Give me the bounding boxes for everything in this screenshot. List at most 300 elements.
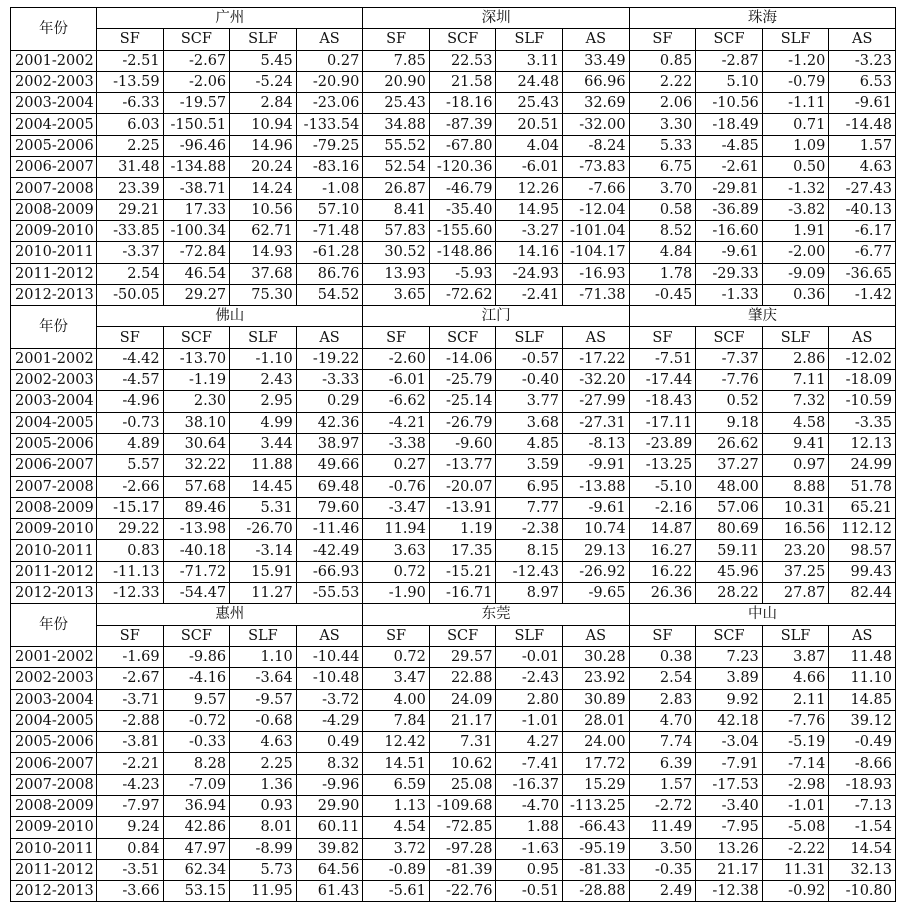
value-cell: 9.41 — [762, 433, 829, 454]
value-cell: 32.13 — [829, 859, 896, 880]
value-cell: -12.43 — [496, 561, 563, 582]
value-cell: 30.89 — [563, 689, 630, 710]
table-row — [11, 263, 896, 284]
value-cell: -3.23 — [829, 50, 896, 71]
year-cell: 2005-2006 — [11, 433, 97, 454]
city-header-row — [11, 604, 896, 625]
year-cell: 2002-2003 — [11, 668, 97, 689]
year-cell: 2011-2012 — [11, 561, 97, 582]
value-cell: 48.00 — [696, 476, 763, 497]
value-cell: 0.93 — [230, 795, 297, 816]
value-cell: -1.90 — [363, 583, 430, 604]
value-cell: -6.01 — [363, 370, 430, 391]
metric-header: SCF — [163, 327, 230, 348]
value-cell: -32.00 — [563, 114, 630, 135]
city-header: 珠海 — [629, 8, 895, 29]
city-growth-table — [10, 7, 896, 902]
value-cell: -96.46 — [163, 135, 230, 156]
table-row — [11, 519, 896, 540]
value-cell: 62.71 — [230, 220, 297, 241]
value-cell: -7.51 — [629, 348, 696, 369]
metric-header: SF — [629, 625, 696, 646]
value-cell: -13.77 — [429, 455, 496, 476]
value-cell: 82.44 — [829, 583, 896, 604]
value-cell: -4.85 — [696, 135, 763, 156]
value-cell: -13.98 — [163, 519, 230, 540]
value-cell: -14.48 — [829, 114, 896, 135]
value-cell: 22.88 — [429, 668, 496, 689]
value-cell: -8.24 — [563, 135, 630, 156]
value-cell: 6.39 — [629, 753, 696, 774]
value-cell: -3.04 — [696, 732, 763, 753]
year-cell: 2007-2008 — [11, 476, 97, 497]
value-cell: 14.24 — [230, 178, 297, 199]
table-row — [11, 668, 896, 689]
value-cell: 39.12 — [829, 710, 896, 731]
value-cell: -100.34 — [163, 220, 230, 241]
year-column-header: 年份 — [11, 604, 97, 647]
value-cell: 64.56 — [296, 859, 363, 880]
value-cell: -133.54 — [296, 114, 363, 135]
value-cell: 9.18 — [696, 412, 763, 433]
value-cell: 59.11 — [696, 540, 763, 561]
value-cell: 10.94 — [230, 114, 297, 135]
value-cell: -12.02 — [829, 348, 896, 369]
value-cell: -16.71 — [429, 583, 496, 604]
value-cell: -9.91 — [563, 455, 630, 476]
value-cell: 23.39 — [97, 178, 164, 199]
value-cell: 3.72 — [363, 838, 430, 859]
value-cell: -29.33 — [696, 263, 763, 284]
value-cell: 25.08 — [429, 774, 496, 795]
table-row — [11, 157, 896, 178]
table-row — [11, 242, 896, 263]
value-cell: 51.78 — [829, 476, 896, 497]
value-cell: -35.40 — [429, 199, 496, 220]
value-cell: 11.27 — [230, 583, 297, 604]
metric-header: SCF — [696, 29, 763, 50]
value-cell: 3.30 — [629, 114, 696, 135]
value-cell: -2.67 — [163, 50, 230, 71]
value-cell: -40.18 — [163, 540, 230, 561]
value-cell: 2.84 — [230, 93, 297, 114]
value-cell: -32.20 — [563, 370, 630, 391]
value-cell: -3.51 — [97, 859, 164, 880]
value-cell: -1.32 — [762, 178, 829, 199]
value-cell: -6.62 — [363, 391, 430, 412]
value-cell: 0.83 — [97, 540, 164, 561]
table-row — [11, 774, 896, 795]
value-cell: -2.67 — [97, 668, 164, 689]
value-cell: -95.19 — [563, 838, 630, 859]
value-cell: -4.29 — [296, 710, 363, 731]
value-cell: 3.77 — [496, 391, 563, 412]
value-cell: 21.17 — [429, 710, 496, 731]
value-cell: 9.57 — [163, 689, 230, 710]
value-cell: -1.54 — [829, 817, 896, 838]
value-cell: 0.95 — [496, 859, 563, 880]
value-cell: -7.13 — [829, 795, 896, 816]
value-cell: 5.10 — [696, 71, 763, 92]
value-cell: 29.90 — [296, 795, 363, 816]
value-cell: 37.25 — [762, 561, 829, 582]
table-row — [11, 114, 896, 135]
value-cell: -33.85 — [97, 220, 164, 241]
value-cell: 0.36 — [762, 284, 829, 305]
value-cell: -42.49 — [296, 540, 363, 561]
value-cell: -1.08 — [296, 178, 363, 199]
value-cell: 25.43 — [496, 93, 563, 114]
value-cell: -1.63 — [496, 838, 563, 859]
value-cell: 26.36 — [629, 583, 696, 604]
value-cell: 37.68 — [230, 263, 297, 284]
value-cell: -79.25 — [296, 135, 363, 156]
value-cell: -13.25 — [629, 455, 696, 476]
value-cell: -2.43 — [496, 668, 563, 689]
value-cell: 8.15 — [496, 540, 563, 561]
metric-header: SLF — [496, 625, 563, 646]
value-cell: 3.59 — [496, 455, 563, 476]
value-cell: 89.46 — [163, 497, 230, 518]
value-cell: -20.90 — [296, 71, 363, 92]
metric-header: SF — [629, 327, 696, 348]
value-cell: -8.99 — [230, 838, 297, 859]
value-cell: 4.70 — [629, 710, 696, 731]
value-cell: 27.87 — [762, 583, 829, 604]
value-cell: -15.21 — [429, 561, 496, 582]
value-cell: 57.68 — [163, 476, 230, 497]
value-cell: 36.94 — [163, 795, 230, 816]
value-cell: 0.84 — [97, 838, 164, 859]
value-cell: 1.13 — [363, 795, 430, 816]
value-cell: 62.34 — [163, 859, 230, 880]
table-row — [11, 135, 896, 156]
table-row — [11, 838, 896, 859]
value-cell: 25.43 — [363, 93, 430, 114]
metric-header: SLF — [496, 327, 563, 348]
value-cell: -1.01 — [496, 710, 563, 731]
city-header: 江门 — [363, 306, 629, 327]
value-cell: -6.17 — [829, 220, 896, 241]
value-cell: -8.66 — [829, 753, 896, 774]
value-cell: 4.89 — [97, 433, 164, 454]
value-cell: 5.57 — [97, 455, 164, 476]
value-cell: 2.43 — [230, 370, 297, 391]
value-cell: -9.61 — [563, 497, 630, 518]
value-cell: 11.94 — [363, 519, 430, 540]
value-cell: 0.27 — [296, 50, 363, 71]
value-cell: 24.00 — [563, 732, 630, 753]
value-cell: -24.93 — [496, 263, 563, 284]
value-cell: 57.06 — [696, 497, 763, 518]
value-cell: -16.93 — [563, 263, 630, 284]
value-cell: 13.26 — [696, 838, 763, 859]
value-cell: 30.28 — [563, 646, 630, 667]
year-cell: 2006-2007 — [11, 753, 97, 774]
value-cell: 2.25 — [97, 135, 164, 156]
table-row — [11, 220, 896, 241]
year-cell: 2001-2002 — [11, 348, 97, 369]
value-cell: 0.52 — [696, 391, 763, 412]
value-cell: -109.68 — [429, 795, 496, 816]
value-cell: -4.96 — [97, 391, 164, 412]
year-cell: 2008-2009 — [11, 199, 97, 220]
value-cell: -2.38 — [496, 519, 563, 540]
value-cell: -0.73 — [97, 412, 164, 433]
value-cell: -7.91 — [696, 753, 763, 774]
value-cell: 0.72 — [363, 646, 430, 667]
table-row — [11, 817, 896, 838]
value-cell: 9.24 — [97, 817, 164, 838]
value-cell: -9.86 — [163, 646, 230, 667]
metric-header: SLF — [762, 625, 829, 646]
value-cell: -67.80 — [429, 135, 496, 156]
value-cell: -20.07 — [429, 476, 496, 497]
table-row — [11, 540, 896, 561]
value-cell: -1.69 — [97, 646, 164, 667]
value-cell: 86.76 — [296, 263, 363, 284]
value-cell: 20.90 — [363, 71, 430, 92]
value-cell: -13.70 — [163, 348, 230, 369]
table-row — [11, 412, 896, 433]
value-cell: 4.00 — [363, 689, 430, 710]
metric-header: SCF — [696, 625, 763, 646]
value-cell: -3.72 — [296, 689, 363, 710]
value-cell: 8.28 — [163, 753, 230, 774]
year-cell: 2008-2009 — [11, 497, 97, 518]
value-cell: 4.27 — [496, 732, 563, 753]
value-cell: 69.48 — [296, 476, 363, 497]
year-cell: 2001-2002 — [11, 50, 97, 71]
value-cell: 0.27 — [363, 455, 430, 476]
value-cell: 3.70 — [629, 178, 696, 199]
value-cell: 15.29 — [563, 774, 630, 795]
value-cell: -2.06 — [163, 71, 230, 92]
year-cell: 2012-2013 — [11, 881, 97, 902]
value-cell: -1.33 — [696, 284, 763, 305]
value-cell: -4.21 — [363, 412, 430, 433]
value-cell: -28.88 — [563, 881, 630, 902]
value-cell: 37.27 — [696, 455, 763, 476]
value-cell: -5.19 — [762, 732, 829, 753]
value-cell: 5.73 — [230, 859, 297, 880]
year-cell: 2004-2005 — [11, 412, 97, 433]
value-cell: 1.88 — [496, 817, 563, 838]
metric-header: AS — [296, 327, 363, 348]
value-cell: -61.28 — [296, 242, 363, 263]
value-cell: -12.04 — [563, 199, 630, 220]
value-cell: -19.57 — [163, 93, 230, 114]
value-cell: 2.30 — [163, 391, 230, 412]
year-cell: 2007-2008 — [11, 774, 97, 795]
table-row — [11, 433, 896, 454]
value-cell: 7.31 — [429, 732, 496, 753]
table-body — [11, 8, 896, 902]
value-cell: -15.17 — [97, 497, 164, 518]
value-cell: -3.82 — [762, 199, 829, 220]
table-row — [11, 50, 896, 71]
value-cell: -3.47 — [363, 497, 430, 518]
metric-header-row — [11, 327, 896, 348]
metric-header: SLF — [762, 327, 829, 348]
metric-header: SLF — [230, 29, 297, 50]
value-cell: 42.36 — [296, 412, 363, 433]
value-cell: 7.74 — [629, 732, 696, 753]
value-cell: 1.19 — [429, 519, 496, 540]
value-cell: 6.59 — [363, 774, 430, 795]
value-cell: 0.49 — [296, 732, 363, 753]
value-cell: 20.51 — [496, 114, 563, 135]
value-cell: -0.40 — [496, 370, 563, 391]
value-cell: -10.48 — [296, 668, 363, 689]
value-cell: 12.42 — [363, 732, 430, 753]
value-cell: 0.38 — [629, 646, 696, 667]
value-cell: 2.06 — [629, 93, 696, 114]
value-cell: 0.58 — [629, 199, 696, 220]
value-cell: 17.72 — [563, 753, 630, 774]
value-cell: -25.79 — [429, 370, 496, 391]
value-cell: 42.18 — [696, 710, 763, 731]
value-cell: 22.53 — [429, 50, 496, 71]
value-cell: -9.96 — [296, 774, 363, 795]
value-cell: 55.52 — [363, 135, 430, 156]
value-cell: -2.22 — [762, 838, 829, 859]
value-cell: 6.03 — [97, 114, 164, 135]
value-cell: 14.45 — [230, 476, 297, 497]
value-cell: 99.43 — [829, 561, 896, 582]
value-cell: 8.41 — [363, 199, 430, 220]
value-cell: -18.49 — [696, 114, 763, 135]
value-cell: 17.33 — [163, 199, 230, 220]
value-cell: -0.72 — [163, 710, 230, 731]
value-cell: 6.95 — [496, 476, 563, 497]
year-column-header: 年份 — [11, 8, 97, 51]
value-cell: 38.10 — [163, 412, 230, 433]
value-cell: -26.92 — [563, 561, 630, 582]
value-cell: 38.97 — [296, 433, 363, 454]
value-cell: -4.57 — [97, 370, 164, 391]
value-cell: -9.60 — [429, 433, 496, 454]
table-row — [11, 859, 896, 880]
value-cell: -1.20 — [762, 50, 829, 71]
city-header-row — [11, 306, 896, 327]
value-cell: 49.66 — [296, 455, 363, 476]
value-cell: -14.06 — [429, 348, 496, 369]
value-cell: 3.50 — [629, 838, 696, 859]
year-cell: 2003-2004 — [11, 689, 97, 710]
value-cell: -71.38 — [563, 284, 630, 305]
value-cell: -2.21 — [97, 753, 164, 774]
value-cell: -6.33 — [97, 93, 164, 114]
metric-header: SF — [97, 625, 164, 646]
value-cell: -2.00 — [762, 242, 829, 263]
year-column-header: 年份 — [11, 306, 97, 349]
value-cell: 28.01 — [563, 710, 630, 731]
metric-header: AS — [563, 625, 630, 646]
value-cell: -0.92 — [762, 881, 829, 902]
value-cell: 24.48 — [496, 71, 563, 92]
value-cell: 4.85 — [496, 433, 563, 454]
metric-header: SF — [363, 625, 430, 646]
table-row — [11, 497, 896, 518]
year-cell: 2003-2004 — [11, 93, 97, 114]
value-cell: 15.91 — [230, 561, 297, 582]
value-cell: 4.04 — [496, 135, 563, 156]
metric-header: SCF — [429, 29, 496, 50]
value-cell: -8.13 — [563, 433, 630, 454]
value-cell: 4.99 — [230, 412, 297, 433]
value-cell: 7.77 — [496, 497, 563, 518]
table-row — [11, 391, 896, 412]
value-cell: -7.41 — [496, 753, 563, 774]
value-cell: 12.13 — [829, 433, 896, 454]
year-cell: 2011-2012 — [11, 263, 97, 284]
value-cell: -2.51 — [97, 50, 164, 71]
value-cell: 1.36 — [230, 774, 297, 795]
value-cell: -97.28 — [429, 838, 496, 859]
value-cell: 0.29 — [296, 391, 363, 412]
metric-header: AS — [296, 29, 363, 50]
value-cell: 42.86 — [163, 817, 230, 838]
value-cell: 1.09 — [762, 135, 829, 156]
value-cell: 10.62 — [429, 753, 496, 774]
metric-header: SF — [363, 29, 430, 50]
value-cell: 8.97 — [496, 583, 563, 604]
year-cell: 2005-2006 — [11, 135, 97, 156]
value-cell: -17.53 — [696, 774, 763, 795]
metric-header: SF — [97, 29, 164, 50]
value-cell: -0.89 — [363, 859, 430, 880]
value-cell: -2.41 — [496, 284, 563, 305]
value-cell: -7.95 — [696, 817, 763, 838]
year-cell: 2009-2010 — [11, 519, 97, 540]
value-cell: 10.31 — [762, 497, 829, 518]
value-cell: -7.09 — [163, 774, 230, 795]
value-cell: -27.99 — [563, 391, 630, 412]
city-header: 佛山 — [97, 306, 363, 327]
value-cell: -16.37 — [496, 774, 563, 795]
value-cell: 3.87 — [762, 646, 829, 667]
metric-header: SF — [363, 327, 430, 348]
value-cell: -2.87 — [696, 50, 763, 71]
value-cell: 30.52 — [363, 242, 430, 263]
value-cell: 8.88 — [762, 476, 829, 497]
value-cell: 29.27 — [163, 284, 230, 305]
value-cell: -11.46 — [296, 519, 363, 540]
value-cell: 28.22 — [696, 583, 763, 604]
city-header: 中山 — [629, 604, 895, 625]
value-cell: 5.33 — [629, 135, 696, 156]
value-cell: 2.54 — [629, 668, 696, 689]
value-cell: -0.33 — [163, 732, 230, 753]
value-cell: 29.13 — [563, 540, 630, 561]
metric-header: SLF — [762, 29, 829, 50]
value-cell: -66.93 — [296, 561, 363, 582]
value-cell: -0.49 — [829, 732, 896, 753]
value-cell: 31.48 — [97, 157, 164, 178]
value-cell: 30.64 — [163, 433, 230, 454]
value-cell: 8.01 — [230, 817, 297, 838]
metric-header: SLF — [230, 625, 297, 646]
table-row — [11, 178, 896, 199]
metric-header: SCF — [429, 327, 496, 348]
value-cell: -1.19 — [163, 370, 230, 391]
value-cell: -12.33 — [97, 583, 164, 604]
metric-header-row — [11, 625, 896, 646]
value-cell: -55.53 — [296, 583, 363, 604]
year-cell: 2010-2011 — [11, 838, 97, 859]
value-cell: -155.60 — [429, 220, 496, 241]
